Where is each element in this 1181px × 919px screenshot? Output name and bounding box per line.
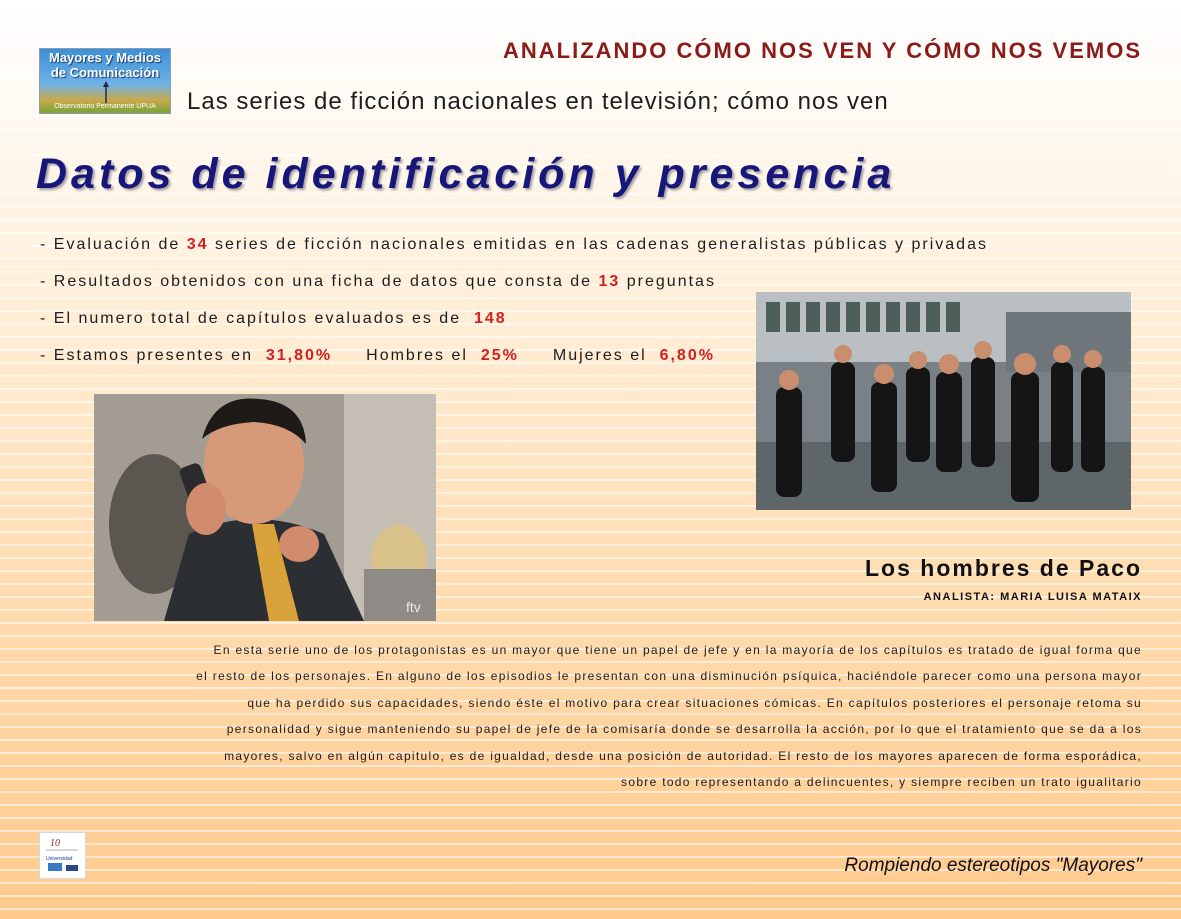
- description-line: sobre todo representando a delincuentes, y siempre reciben un trato igualitario: [621, 775, 1142, 790]
- series-description: [132, 637, 1142, 795]
- photo-man-on-phone-illustration: [94, 394, 436, 621]
- photo-cast-group-illustration: [756, 292, 1131, 510]
- bullet-text: - El numero total de capítulos evaluados es de: [40, 310, 468, 327]
- header-subtitle: Las series de ficción nacionales en televisión; cómo nos ven: [187, 88, 889, 115]
- photo-cast-group: [756, 292, 1131, 510]
- description-line: el resto de los personajes. En alguno de los episodios le presentan con una disminución psíquica, haciéndole parecer como una persona mayor: [196, 669, 1142, 684]
- bullet-questions: [40, 273, 716, 291]
- logo-anniversary: 10: [50, 838, 60, 849]
- description-line: que ha perdido sus capacidades, siendo éste el motivo para crear situaciones cómicas. En capítulos posteriores el personaje retoma su: [247, 695, 1142, 710]
- presence-men-value: 25%: [480, 347, 519, 364]
- description-line: En esta serie uno de los protagonistas es un mayor que tiene un papel de jefe y en la mayoría de los capítulos es tratado de igual forma que: [213, 643, 1142, 657]
- analyst-name: ANALISTA: MARIA LUISA MATAIX: [923, 591, 1142, 603]
- presence-total-value: 31,80%: [265, 347, 333, 364]
- footer-slogan: Rompiendo estereotipos "Mayores": [844, 855, 1142, 876]
- logo-line-2: de Comunicación: [50, 65, 160, 80]
- bullet-series-count: [40, 236, 988, 254]
- university-logo-graphic: [40, 833, 85, 878]
- series-count-value: 34: [186, 236, 209, 253]
- description-line: mayores, salvo en algún capitulo, es de igualdad, desde una posición de autoridad. El resto de los mayores aparecen de forma esporádica,: [224, 748, 1142, 763]
- bullet-text: series de ficción nacionales emitidas en las cadenas generalistas públicas y privadas: [208, 236, 988, 253]
- men-label: Hombres el: [366, 347, 475, 364]
- description-line: personalidad y sigue manteniendo su papel de jefe de la comisaría donde se desarrolla la acción, por lo que el tratamiento que se da a los: [226, 722, 1142, 737]
- bullet-chapters: [40, 310, 507, 328]
- university-logo: [39, 832, 86, 879]
- chapters-count-value: 148: [473, 310, 507, 327]
- presence-women-value: 6,80%: [659, 347, 715, 364]
- bullet-text: preguntas: [620, 273, 716, 290]
- logo-line-1: Mayores y Medios: [49, 50, 161, 65]
- series-title: Los hombres de Paco: [864, 555, 1142, 581]
- photo-watermark: ftv: [406, 599, 421, 615]
- antenna-icon: [98, 81, 114, 103]
- bullet-text: - Evaluación de: [40, 236, 187, 253]
- logo-university-text: Universidad: [46, 856, 73, 862]
- women-label: Mujeres el: [552, 347, 654, 364]
- photo-man-on-phone: [94, 394, 436, 621]
- bullet-text: - Resultados obtenidos con una ficha de datos que consta de: [40, 273, 599, 290]
- questions-count-value: 13: [598, 273, 621, 290]
- main-heading: Datos de identificación y presencia: [36, 150, 896, 198]
- logo-line-3: Observatorio Permanente UPUA: [54, 103, 156, 110]
- observatory-logo: [39, 48, 171, 114]
- bullet-text: - Estamos presentes en: [40, 347, 260, 364]
- bullet-presence: [40, 347, 715, 365]
- header-title: ANALIZANDO CÓMO NOS VEN Y CÓMO NOS VEMOS: [502, 38, 1142, 63]
